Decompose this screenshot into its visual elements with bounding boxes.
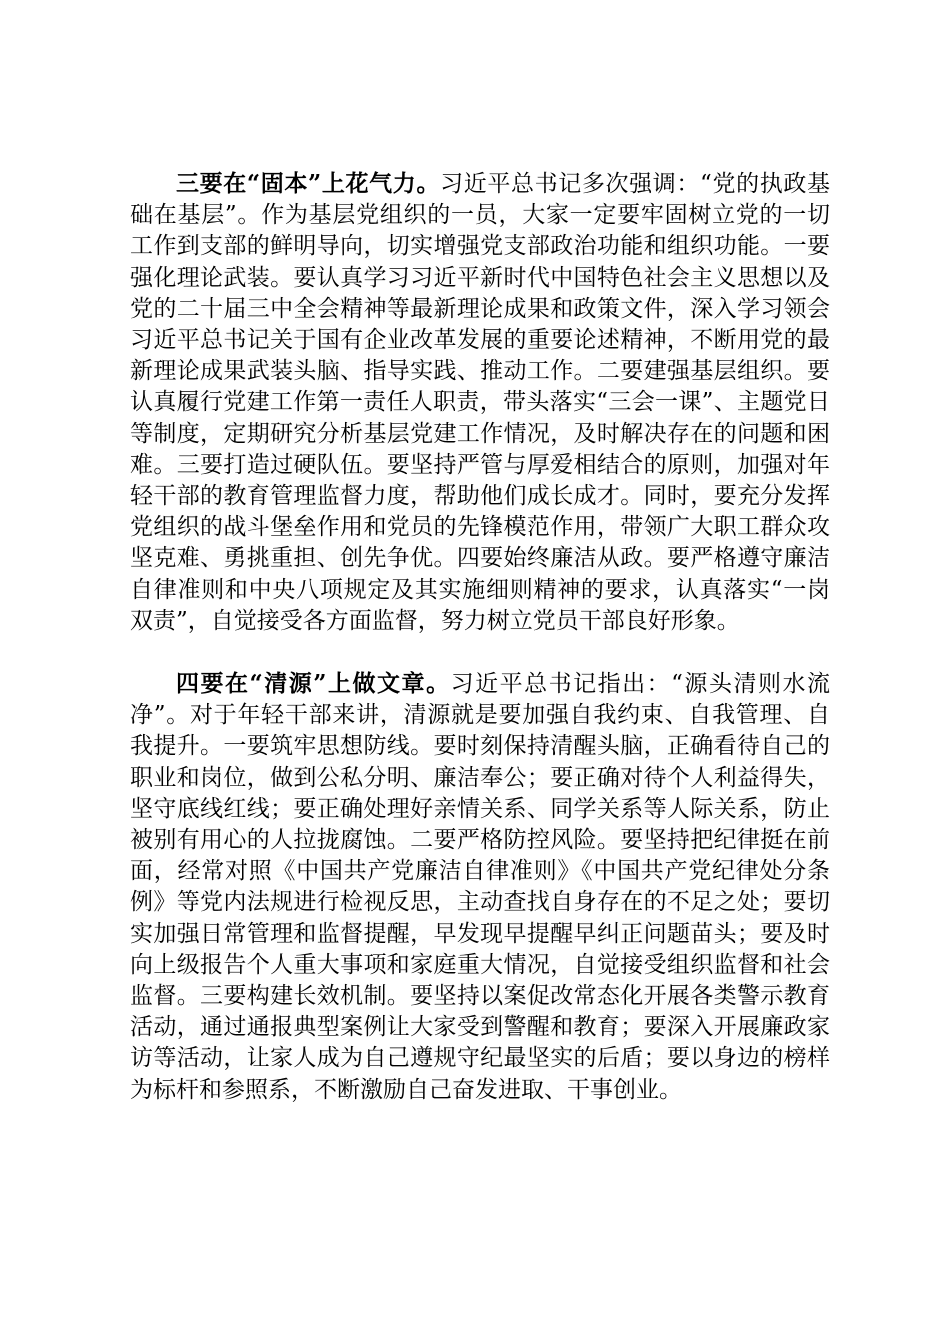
paragraph-qingyuan: [130, 668, 830, 1106]
paragraph-body: 习近平总书记多次强调：“党的执政基础在基层”。作为基层党组织的一员，大家一定要牢固树立党的一切工作到支部的鲜明导向，切实增强党支部政治功能和组织功能。一要强化理论武装。要认真学习习近平新时代中国特色社会主义思想以及党的二十届三中全会精神等最新理论成果和政策文件，深入学习领会习近平总书记关于国有企业改革发展的重要论述精神，不断用党的最新理论成果武装头脑、指导实践、推动工作。二要建强基层组织。要认真履行党建工作第一责任人职责，带头落实“三会一课”、主题党日等制度，定期研究分析基层党建工作情况，及时解决存在的问题和困难。三要打造过硬队伍。要坚持严管与厚爱相结合的原则，加强对年轻干部的教育管理监督力度，帮助他们成长成才。同时，要充分发挥党组织的战斗堡垒作用和党员的先锋模范作用，带领广大职工群众攻坚克难、勇挑重担、创先争优。四要始终廉洁从政。要严格遵守廉洁自律准则和中央八项规定及其实施细则精神的要求，认真落实“一岗双责”，自觉接受各方面监督，努力树立党员干部良好形象。: [130, 171, 830, 634]
paragraph-heading: 三要在“固本”上花气力。: [176, 170, 441, 197]
paragraph-guben: [130, 168, 830, 637]
document-page: [130, 168, 830, 1106]
paragraph-heading: 四要在“清源”上做文章。: [176, 670, 451, 698]
paragraph-body: 习近平总书记指出：“源头清则水流净”。对于年轻干部来讲，清源就是要加强自我约束、自我管理、自我提升。一要筑牢思想防线。要时刻保持清醒头脑，正确看待自己的职业和岗位，做到公私分明、廉洁奉公；要正确对待个人利益得失，坚守底线红线；要正确处理好亲情关系、同学关系等人际关系，防止被别有用心的人拉拢腐蚀。二要严格防控风险。要坚持把纪律挺在前面，经常对照《中国共产党廉洁自律准则》《中国共产党纪律处分条例》等党内法规进行检视反思，主动查找自身存在的不足之处；要切实加强日常管理和监督提醒，早发现早提醒早纠正问题苗头；要及时向上级报告个人重大事项和家庭重大情况，自觉接受组织监督和社会监督。三要构建长效机制。要坚持以案促改常态化开展各类警示教育活动，通过通报典型案例让大家受到警醒和教育；要深入开展廉政家访等活动，让家人成为自己遵规守纪最坚实的后盾；要以身边的榜样为标杆和参照系，不断激励自己奋发进取、干事创业。: [130, 671, 830, 1103]
